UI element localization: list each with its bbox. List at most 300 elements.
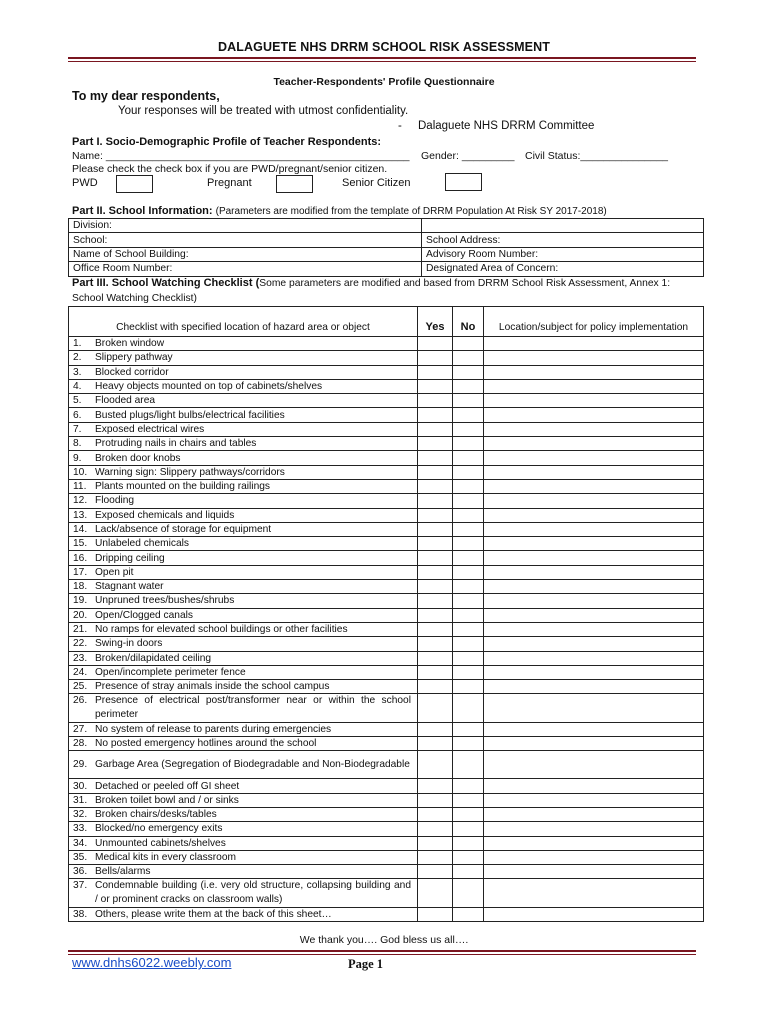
no-cell[interactable] xyxy=(453,522,484,536)
table-row xyxy=(69,836,704,850)
pwd-checkbox[interactable] xyxy=(116,175,153,193)
senior-citizen-checkbox[interactable] xyxy=(445,173,482,191)
civil-status-field[interactable]: Civil Status:_______________ xyxy=(525,150,669,162)
division-right-cell[interactable] xyxy=(422,219,704,233)
location-cell[interactable] xyxy=(484,594,704,608)
no-cell[interactable] xyxy=(453,437,484,451)
checklist-item-text: Unlabeled chemicals xyxy=(95,538,190,550)
part3-title: Part III. School Watching Checklist ( xyxy=(72,277,260,289)
checklist-body xyxy=(69,337,704,922)
location-cell[interactable] xyxy=(484,907,704,921)
location-cell[interactable] xyxy=(484,365,704,379)
yes-cell[interactable] xyxy=(418,422,453,436)
yes-cell[interactable] xyxy=(418,907,453,921)
document-title: DALAGUETE NHS DRRM SCHOOL RISK ASSESSMENT xyxy=(218,40,550,54)
location-cell[interactable] xyxy=(484,408,704,422)
no-cell[interactable] xyxy=(453,751,484,779)
yes-cell[interactable] xyxy=(418,394,453,408)
yes-cell[interactable] xyxy=(418,637,453,651)
checklist-item xyxy=(69,508,418,522)
checklist-item-text: Busted plugs/light bulbs/electrical facilities xyxy=(95,409,285,421)
table-row xyxy=(69,565,704,579)
checklist-item-content xyxy=(73,351,411,364)
yes-cell[interactable] xyxy=(418,722,453,736)
checklist-item-number: 20. xyxy=(73,609,88,621)
checklist-item-content xyxy=(73,723,411,736)
location-cell[interactable] xyxy=(484,793,704,807)
yes-cell[interactable] xyxy=(418,451,453,465)
checklist-item-number: 10. xyxy=(73,466,88,478)
checklist-item-text: Broken toilet bowl and / or sinks xyxy=(95,794,239,806)
location-cell[interactable] xyxy=(484,551,704,565)
yes-cell[interactable] xyxy=(418,494,453,508)
no-cell[interactable] xyxy=(453,594,484,608)
no-cell[interactable] xyxy=(453,408,484,422)
location-cell[interactable] xyxy=(484,580,704,594)
checklist-item-number: 7. xyxy=(73,423,82,435)
no-cell[interactable] xyxy=(453,394,484,408)
checklist-item-text: Slippery pathway xyxy=(95,352,173,364)
no-cell[interactable] xyxy=(453,508,484,522)
checklist-item xyxy=(69,437,418,451)
table-row xyxy=(69,465,704,479)
table-row xyxy=(69,351,704,365)
checklist-item-content xyxy=(73,637,411,650)
yes-cell[interactable] xyxy=(418,479,453,493)
checklist-item xyxy=(69,736,418,750)
location-cell[interactable] xyxy=(484,836,704,850)
website-link[interactable]: www.dnhs6022.weebly.com xyxy=(72,955,232,970)
location-cell[interactable] xyxy=(484,651,704,665)
table-row xyxy=(69,479,704,493)
no-cell[interactable] xyxy=(453,807,484,821)
checklist-item-content xyxy=(73,423,411,436)
checklist-item xyxy=(69,537,418,551)
committee-name: Dalaguete NHS DRRM Committee xyxy=(418,120,595,132)
no-cell[interactable] xyxy=(453,451,484,465)
location-cell[interactable] xyxy=(484,850,704,864)
no-cell[interactable] xyxy=(453,479,484,493)
name-field[interactable]: Name: ____________________________________________________ xyxy=(72,150,410,162)
no-cell[interactable] xyxy=(453,907,484,921)
advisory-room-cell[interactable]: Advisory Room Number: xyxy=(422,247,704,261)
pwd-label: PWD xyxy=(72,177,98,189)
part3-heading xyxy=(72,276,700,306)
yes-cell[interactable] xyxy=(418,836,453,850)
checklist-item-text: Broken window xyxy=(95,338,165,350)
checklist-item-content xyxy=(73,337,411,350)
checklist-item-number: 35. xyxy=(73,852,88,864)
table-row xyxy=(69,422,704,436)
checklist-item-text: No system of release to parents during emergencies xyxy=(95,723,332,735)
checklist-item xyxy=(69,365,418,379)
table-row xyxy=(69,608,704,622)
checklist-item-text: Bells/alarms xyxy=(95,866,151,878)
checklist-item-number: 32. xyxy=(73,809,88,821)
checklist-item xyxy=(69,680,418,694)
yes-cell[interactable] xyxy=(418,537,453,551)
school-address-cell[interactable]: School Address: xyxy=(422,233,704,247)
yes-cell[interactable] xyxy=(418,608,453,622)
no-cell[interactable] xyxy=(453,565,484,579)
checklist-item-content xyxy=(73,594,411,607)
table-row xyxy=(69,379,704,393)
page-number: Page 1 xyxy=(348,957,384,971)
checklist-item-text: Exposed chemicals and liquids xyxy=(95,509,235,521)
checklist-item-number: 30. xyxy=(73,780,88,792)
checklist-item xyxy=(69,451,418,465)
yes-cell[interactable] xyxy=(418,337,453,351)
checklist-item-number: 11. xyxy=(73,481,87,493)
checklist-item-number: 1. xyxy=(73,338,82,350)
closing-thanks: We thank you…. God bless us all…. xyxy=(299,934,469,946)
checklist-item xyxy=(69,807,418,821)
checklist-item-content xyxy=(73,780,411,793)
table-row xyxy=(69,337,704,351)
checklist-item-text: Broken chairs/desks/tables xyxy=(95,809,217,821)
checklist-item-number: 29. xyxy=(73,759,88,770)
checklist-item-text: Presence of stray animals inside the school campus xyxy=(95,681,330,693)
checklist-item-text: Open/incomplete perimeter fence xyxy=(95,666,246,678)
location-cell[interactable] xyxy=(484,822,704,836)
checklist-item-content xyxy=(73,623,411,636)
no-cell[interactable] xyxy=(453,736,484,750)
table-row xyxy=(69,365,704,379)
location-cell[interactable] xyxy=(484,451,704,465)
checklist-item-content xyxy=(73,380,411,393)
table-row xyxy=(69,508,704,522)
school-cell[interactable]: School: xyxy=(69,233,422,247)
checklist-item-content xyxy=(73,480,411,493)
checklist-item-number: 33. xyxy=(73,823,88,835)
location-cell[interactable] xyxy=(484,422,704,436)
division-cell[interactable]: Division: xyxy=(69,219,422,233)
location-cell[interactable] xyxy=(484,522,704,536)
checklist-item xyxy=(69,465,418,479)
yes-cell[interactable] xyxy=(418,694,453,722)
location-cell[interactable] xyxy=(484,622,704,636)
header-rule-thin xyxy=(68,61,696,62)
location-cell[interactable] xyxy=(484,779,704,793)
checklist-item-number: 37. xyxy=(73,880,88,892)
checklist-item-text: Open pit xyxy=(95,566,134,578)
checklist-item-content xyxy=(73,694,411,721)
confidentiality-note: Your responses will be treated with utmost confidentiality. xyxy=(118,105,409,117)
checklist-item-content xyxy=(73,666,411,679)
checklist-item xyxy=(69,608,418,622)
no-cell[interactable] xyxy=(453,836,484,850)
checklist-item-text: Unmounted cabinets/shelves xyxy=(95,837,226,849)
yes-cell[interactable] xyxy=(418,437,453,451)
table-row xyxy=(69,879,704,907)
checklist-item-content xyxy=(73,865,411,878)
senior-citizen-label: Senior Citizen xyxy=(342,177,411,189)
checklist-item-text: Stagnant water xyxy=(95,581,164,593)
column-header-location: Location/subject for policy implementation xyxy=(484,307,704,337)
table-row xyxy=(69,736,704,750)
table-row xyxy=(69,622,704,636)
checklist-item-content xyxy=(73,609,411,622)
checklist-item xyxy=(69,594,418,608)
checklist-item xyxy=(69,822,418,836)
location-cell[interactable] xyxy=(484,379,704,393)
no-cell[interactable] xyxy=(453,822,484,836)
checklist-item xyxy=(69,422,418,436)
checklist-item-number: 28. xyxy=(73,738,88,750)
table-row xyxy=(69,779,704,793)
pregnant-label: Pregnant xyxy=(207,177,252,189)
checklist-item xyxy=(69,722,418,736)
no-cell[interactable] xyxy=(453,422,484,436)
checklist-item xyxy=(69,379,418,393)
no-cell[interactable] xyxy=(453,865,484,879)
table-row xyxy=(69,793,704,807)
questionnaire-subtitle: Teacher-Respondents' Profile Questionnaire xyxy=(273,76,495,88)
location-cell[interactable] xyxy=(484,494,704,508)
location-cell[interactable] xyxy=(484,337,704,351)
location-cell[interactable] xyxy=(484,736,704,750)
checklist-item-content xyxy=(73,879,411,906)
table-row xyxy=(69,665,704,679)
table-row xyxy=(69,551,704,565)
location-cell[interactable] xyxy=(484,394,704,408)
no-cell[interactable] xyxy=(453,365,484,379)
checklist-item xyxy=(69,622,418,636)
yes-cell[interactable] xyxy=(418,850,453,864)
yes-cell[interactable] xyxy=(418,551,453,565)
no-cell[interactable] xyxy=(453,622,484,636)
location-cell[interactable] xyxy=(484,351,704,365)
designated-area-cell[interactable]: Designated Area of Concern: xyxy=(422,262,704,276)
table-row xyxy=(69,437,704,451)
checklist-item-content xyxy=(73,680,411,693)
location-cell[interactable] xyxy=(484,807,704,821)
checklist-item-number: 9. xyxy=(73,452,82,464)
no-cell[interactable] xyxy=(453,580,484,594)
yes-cell[interactable] xyxy=(418,865,453,879)
header-rule xyxy=(68,57,696,59)
location-cell[interactable] xyxy=(484,879,704,907)
location-cell[interactable] xyxy=(484,537,704,551)
checklist-item xyxy=(69,836,418,850)
checklist-item-number: 22. xyxy=(73,638,88,650)
checklist-item-number: 5. xyxy=(73,395,82,407)
location-cell[interactable] xyxy=(484,665,704,679)
checklist-item xyxy=(69,580,418,594)
column-header-no: No xyxy=(453,307,484,337)
checklist-item-content xyxy=(73,523,411,536)
checklist-item-content xyxy=(73,552,411,565)
yes-cell[interactable] xyxy=(418,622,453,636)
checklist-item xyxy=(69,850,418,864)
checklist-item-number: 2. xyxy=(73,352,82,364)
yes-cell[interactable] xyxy=(418,465,453,479)
part2-title: Part II. School Information: xyxy=(72,205,213,217)
no-cell[interactable] xyxy=(453,722,484,736)
checklist-item-content xyxy=(73,366,411,379)
table-row xyxy=(69,651,704,665)
checklist-item-number: 12. xyxy=(73,495,88,507)
checklist-item-text: Broken/dilapidated ceiling xyxy=(95,652,212,664)
checklist-item xyxy=(69,394,418,408)
yes-cell[interactable] xyxy=(418,351,453,365)
checklist-item-text: Garbage Area (Segregation of Biodegradable and Non-Biodegradable xyxy=(95,759,410,770)
yes-cell[interactable] xyxy=(418,365,453,379)
checklist-item-text: Flooded area xyxy=(95,395,156,407)
pregnant-checkbox[interactable] xyxy=(276,175,313,193)
location-cell[interactable] xyxy=(484,437,704,451)
location-cell[interactable] xyxy=(484,465,704,479)
checklist-item xyxy=(69,408,418,422)
yes-cell[interactable] xyxy=(418,751,453,779)
no-cell[interactable] xyxy=(453,665,484,679)
checklist-header-row xyxy=(69,307,704,337)
office-room-cell[interactable]: Office Room Number: xyxy=(69,262,422,276)
location-cell[interactable] xyxy=(484,608,704,622)
yes-cell[interactable] xyxy=(418,736,453,750)
table-row xyxy=(69,807,704,821)
checklist-item-number: 25. xyxy=(73,681,88,693)
checklist-item-number: 18. xyxy=(73,581,88,593)
checklist-item-content xyxy=(73,509,411,522)
school-info-table xyxy=(68,218,704,277)
checklist-item-content xyxy=(73,908,411,921)
no-cell[interactable] xyxy=(453,608,484,622)
checklist-item xyxy=(69,337,418,351)
no-cell[interactable] xyxy=(453,850,484,864)
checklist-item xyxy=(69,651,418,665)
school-building-cell[interactable]: Name of School Building: xyxy=(69,247,422,261)
checklist-item-text: Broken door knobs xyxy=(95,452,181,464)
table-row xyxy=(69,822,704,836)
no-cell[interactable] xyxy=(453,651,484,665)
table-row xyxy=(69,865,704,879)
yes-cell[interactable] xyxy=(418,793,453,807)
checklist-item-content xyxy=(73,652,411,665)
checklist-item-number: 15. xyxy=(73,538,88,550)
table-row xyxy=(69,722,704,736)
checklist-item-content xyxy=(73,837,411,850)
table-row xyxy=(69,522,704,536)
checklist-item-number: 3. xyxy=(73,366,82,378)
column-header-yes: Yes xyxy=(418,307,453,337)
table-row xyxy=(69,451,704,465)
checklist-item-number: 4. xyxy=(73,381,82,393)
checklist-item-content xyxy=(73,494,411,507)
checklist-item-text: Condemnable building (i.e. very old structure, collapsing building and / or prominent cracks on classroom walls) xyxy=(95,880,411,906)
part2-note: (Parameters are modified from the template of DRRM Population At Risk SY 2017-2018) xyxy=(215,206,607,217)
no-cell[interactable] xyxy=(453,351,484,365)
footer-rule xyxy=(68,950,696,952)
location-cell[interactable] xyxy=(484,680,704,694)
no-cell[interactable] xyxy=(453,879,484,907)
part3-note: Some parameters are modified and based from DRRM School Risk Assessment, Annex 1: School Watching Checklist) xyxy=(72,278,671,304)
yes-cell[interactable] xyxy=(418,779,453,793)
checklist-item-number: 31. xyxy=(73,794,88,806)
no-cell[interactable] xyxy=(453,465,484,479)
no-cell[interactable] xyxy=(453,694,484,722)
yes-cell[interactable] xyxy=(418,807,453,821)
checklist-item xyxy=(69,865,418,879)
checklist-item-number: 6. xyxy=(73,409,82,421)
checklist-item xyxy=(69,665,418,679)
no-cell[interactable] xyxy=(453,680,484,694)
gender-field[interactable]: Gender: _________ xyxy=(421,150,515,162)
no-cell[interactable] xyxy=(453,637,484,651)
checklist-item-text: Exposed electrical wires xyxy=(95,423,205,435)
checklist-item-content xyxy=(73,437,411,450)
yes-cell[interactable] xyxy=(418,580,453,594)
yes-cell[interactable] xyxy=(418,508,453,522)
yes-cell[interactable] xyxy=(418,651,453,665)
checklist-item-content xyxy=(73,409,411,422)
location-cell[interactable] xyxy=(484,479,704,493)
table-row xyxy=(69,594,704,608)
checklist-item-number: 38. xyxy=(73,908,88,920)
no-cell[interactable] xyxy=(453,779,484,793)
location-cell[interactable] xyxy=(484,751,704,779)
checklist-item xyxy=(69,351,418,365)
checklist-item-text: Open/Clogged canals xyxy=(95,609,193,621)
checklist-item-text: Detached or peeled off GI sheet xyxy=(95,780,240,792)
yes-cell[interactable] xyxy=(418,522,453,536)
checklist-item xyxy=(69,879,418,907)
location-cell[interactable] xyxy=(484,637,704,651)
no-cell[interactable] xyxy=(453,537,484,551)
no-cell[interactable] xyxy=(453,551,484,565)
checklist-item-content xyxy=(73,808,411,821)
checklist-item-content xyxy=(73,580,411,593)
checklist-item-text: No posted emergency hotlines around the school xyxy=(95,738,317,750)
table-row xyxy=(69,850,704,864)
checklist-item-text: No ramps for elevated school buildings or other facilities xyxy=(95,624,348,636)
location-cell[interactable] xyxy=(484,722,704,736)
table-row xyxy=(69,637,704,651)
yes-cell[interactable] xyxy=(418,665,453,679)
location-cell[interactable] xyxy=(484,865,704,879)
location-cell[interactable] xyxy=(484,565,704,579)
table-row xyxy=(69,494,704,508)
checklist-item-number: 17. xyxy=(73,566,88,578)
yes-cell[interactable] xyxy=(418,379,453,393)
checkbox-instruction: Please check the check box if you are PWD/pregnant/senior citizen. xyxy=(72,163,388,175)
no-cell[interactable] xyxy=(453,793,484,807)
yes-cell[interactable] xyxy=(418,565,453,579)
checklist-item xyxy=(69,779,418,793)
committee-dash: - xyxy=(398,120,402,132)
no-cell[interactable] xyxy=(453,337,484,351)
checklist-item-content xyxy=(73,452,411,465)
no-cell[interactable] xyxy=(453,379,484,393)
checklist-item-text: Plants mounted on the building railings xyxy=(95,481,270,493)
location-cell[interactable] xyxy=(484,694,704,722)
table-row xyxy=(69,219,704,233)
yes-cell[interactable] xyxy=(418,594,453,608)
checklist-item-content xyxy=(73,537,411,550)
location-cell[interactable] xyxy=(484,508,704,522)
no-cell[interactable] xyxy=(453,494,484,508)
yes-cell[interactable] xyxy=(418,879,453,907)
checklist-item-text: Lack/absence of storage for equipment xyxy=(95,524,272,535)
part1-heading: Part I. Socio-Demographic Profile of Teacher Respondents: xyxy=(72,136,382,148)
committee-signature xyxy=(398,120,594,132)
yes-cell[interactable] xyxy=(418,822,453,836)
checklist-item-text: Blocked/no emergency exits xyxy=(95,823,223,835)
checklist-item-number: 27. xyxy=(73,723,88,735)
yes-cell[interactable] xyxy=(418,408,453,422)
checklist-item-content xyxy=(73,822,411,835)
yes-cell[interactable] xyxy=(418,680,453,694)
